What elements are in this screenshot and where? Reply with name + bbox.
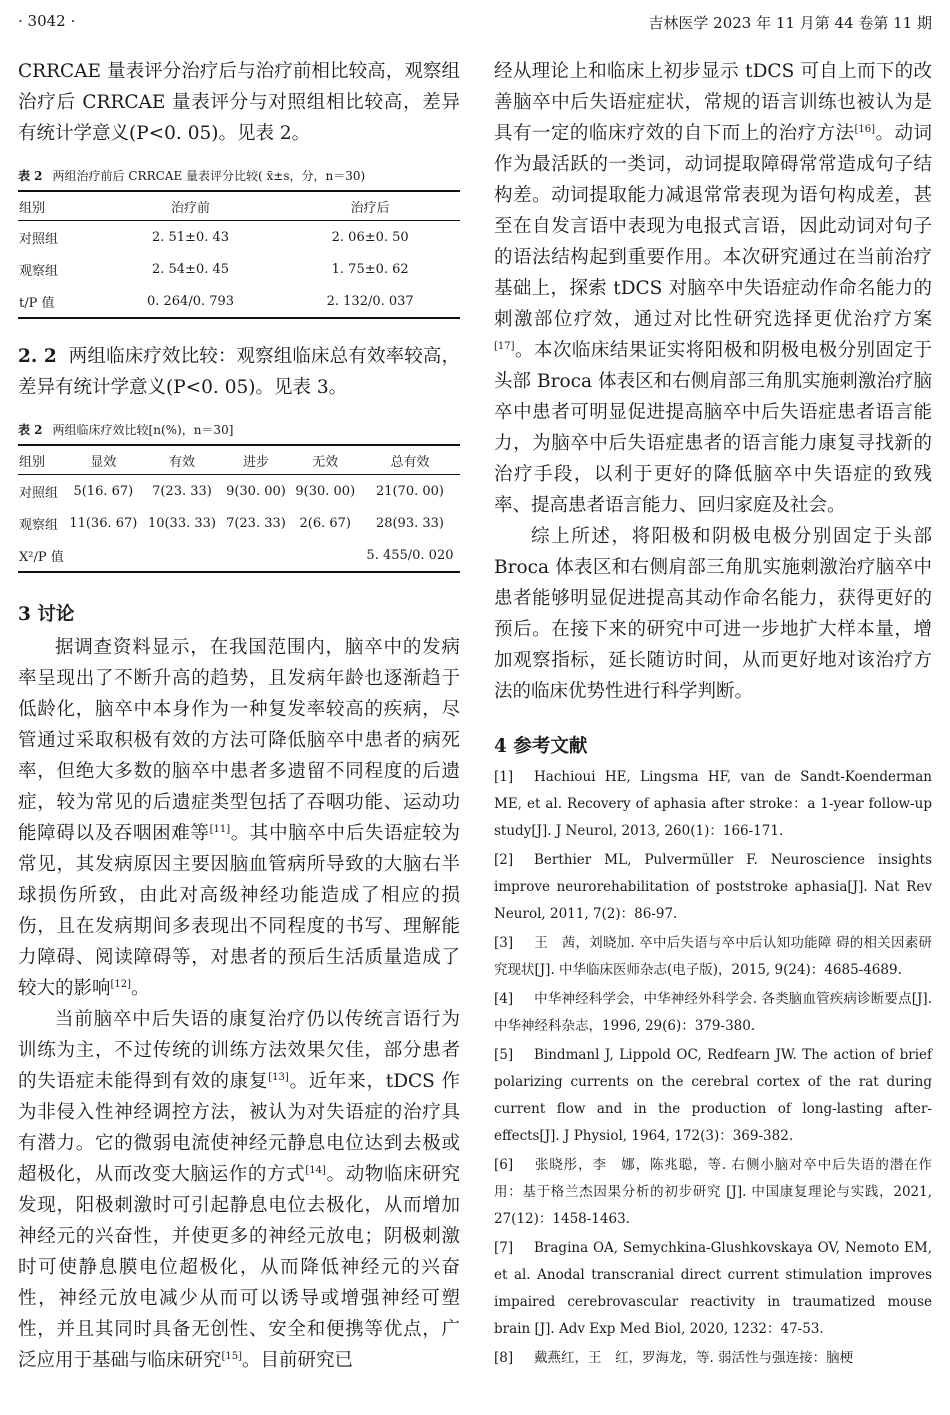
reference-item xyxy=(494,1042,932,1150)
table-header-row xyxy=(18,445,460,475)
table-header-cell: 显效 xyxy=(64,445,143,475)
reference-item xyxy=(494,847,932,928)
table-cell: 10(33. 33) xyxy=(147,515,216,531)
section-4-title: 4 参考文献 xyxy=(494,736,588,757)
table-cell: 观察组 xyxy=(19,263,59,279)
text-span: 。其中脑卒中后失语症较为常见，其发病原因主要因脑血管病所导致的大脑右半球损伤所致，由此对高级神经功能造成了相应的损伤，且在发病期间多表现出不同程度的书写、理解能力障碍、阅读障碍等，对患者的预后生活质量造成了较大的影响 xyxy=(18,823,460,999)
text-span: 。 xyxy=(131,978,150,999)
reference-number: [8] xyxy=(494,1350,514,1366)
table-cell: 0. 264/0. 793 xyxy=(101,285,281,318)
section-2-2 xyxy=(18,341,460,403)
table-cell: 11(36. 67) xyxy=(69,515,138,531)
table-cell: 2. 51±0. 43 xyxy=(151,229,230,245)
text-span: 。动词作为最活跃的一类词，动词提取障碍常常造成句子结构差。动词提取能力减退常常表现为语句构成差，甚至在自发言语中表现为电报式言语，因此动词对句子的语法结构起到重要作用。本次研究通过在当前治疗基础上，探索 tDCS 对脑卒中失语症动作命名能力的刺激部位疗效，通过对比性研究选择更优治疗方案 xyxy=(494,123,932,330)
table-cell: X²/P 值 xyxy=(18,539,143,572)
text-span: 据调查资料显示，在我国范围内，脑卒中的发病率呈现出了不断升高的趋势，且发病年龄也逐渐趋于低龄化，脑卒中本身作为一种复发率较高的疾病，尽管通过采取积极有效的方法可降低脑卒中患者的病死率，但绝大多数的脑卒中患者多遗留不同程度的后遗症，较为常见的后遗症类型包括了吞咽功能、运动功能障碍以及吞咽困难等 xyxy=(18,637,460,844)
reference-text: 戴燕红，王 红，罗海龙，等. 弱活性与强连接：脑梗 xyxy=(534,1350,854,1366)
table-cell: 7(23. 33) xyxy=(152,483,212,499)
table-cell: 5(16. 67) xyxy=(73,483,134,499)
reference-text: Berthier ML, Pulvermüller F. Neuroscience insights improve neurorehabilitation of poststroke aphasia[J]. Nat Rev Neurol, 2011, 7(2)：86-97. xyxy=(494,852,932,922)
table-cell: 2(6. 67) xyxy=(299,515,352,531)
section-3-title: 3 讨论 xyxy=(18,604,75,625)
citation: [17] xyxy=(494,341,515,352)
table-cell: 9(30. 00) xyxy=(226,483,286,499)
table-header-cell: 治疗后 xyxy=(280,191,460,221)
reference-text: 中华神经科学会，中华神经外科学会. 各类脑血管疾病诊断要点[J]. 中华神经科杂志，1996, 29(6)：379-380. xyxy=(494,991,932,1034)
table-cell: t/P 值 xyxy=(18,285,101,318)
table-header-cell: 组别 xyxy=(18,445,64,475)
table-cell: 28(93. 33) xyxy=(375,515,444,531)
table-cell: 对照组 xyxy=(19,485,59,501)
table-row xyxy=(18,253,460,285)
table-label: 表 2 xyxy=(18,169,43,183)
reference-item xyxy=(494,986,932,1040)
page-number: · 3042 · xyxy=(18,12,76,30)
table-header-cell: 组别 xyxy=(18,191,101,221)
reference-list xyxy=(494,764,932,1372)
discussion-paragraph-3 xyxy=(494,56,932,521)
citation: [16] xyxy=(854,124,876,135)
citation: [12] xyxy=(110,979,132,990)
table-cell: 2. 54±0. 45 xyxy=(151,261,230,277)
reference-number: [1] xyxy=(494,769,514,785)
table-cell: 21(70. 00) xyxy=(375,483,444,499)
page-header xyxy=(18,10,932,36)
text-span: 经从理论上和临床上初步显示 tDCS 可自上而下的改善脑卒中后失语症症状，常规的语言训练也被认为是具有一定的临床疗效的自下而上的治疗方法 xyxy=(494,61,932,144)
table-header-cell: 进步 xyxy=(221,445,290,475)
reference-item xyxy=(494,930,932,984)
reference-number: [6] xyxy=(494,1157,514,1173)
table-cell: 2. 132/0. 037 xyxy=(280,285,460,318)
table-label: 表 2 xyxy=(18,423,43,437)
discussion-paragraph-2 xyxy=(18,1004,460,1376)
table-3 xyxy=(18,444,460,573)
table-row xyxy=(18,475,460,508)
citation: [15] xyxy=(221,1351,243,1362)
reference-text: 王 茜，刘晓加. 卒中后失语与卒中后认知功能障 碍的相关因素研究现状[J]. 中华临床医师杂志(电子版)，2015, 9(24)：4685-4689. xyxy=(494,935,932,978)
reference-number: [7] xyxy=(494,1240,514,1256)
reference-number: [2] xyxy=(494,852,514,868)
table-cell: 5. 455/0. 020 xyxy=(360,539,460,572)
table-header-cell: 无效 xyxy=(291,445,360,475)
table-caption-text: 两组治疗前后 CRRCAE 量表评分比较( x̄±s，分，n＝30) xyxy=(52,169,366,183)
reference-text: Hachioui HE, Lingsma HF, van de Sandt-Koenderman ME, et al. Recovery of aphasia after stroke：a 1-year follow-up study[J]. J Neurol, 2013, 260(1)：166-171. xyxy=(494,769,932,839)
citation: [14] xyxy=(305,1165,326,1176)
reference-number: [4] xyxy=(494,991,514,1007)
text-span: 。近年来，tDCS 作为非侵入性神经调控方法，被认为对失语症的治疗具有潜力。它的微弱电流使神经元静息电位达到去极或超极化，从而改变大脑运作的方式 xyxy=(18,1071,460,1185)
reference-item xyxy=(494,764,932,845)
citation: [13] xyxy=(268,1072,289,1083)
text-span: 当前脑卒中后失语的康复治疗仍以传统言语行为训练为主，不过传统的训练方法效果欠佳，部分患者的失语症未能得到有效的康复 xyxy=(18,1009,460,1092)
table-cell: 观察组 xyxy=(19,517,59,533)
reference-item xyxy=(494,1235,932,1343)
right-column xyxy=(494,56,932,1374)
citation: [11] xyxy=(209,824,231,835)
reference-text: Bindmanl J, Lippold OC, Redfearn JW. The action of brief polarizing currents on the cerebral cortex of the rat during current flow and in the production of long-lasting after-effects[J]. J Physiol, 1964, 172(3)：369-382. xyxy=(494,1047,932,1144)
table-row xyxy=(18,507,460,539)
reference-number: [3] xyxy=(494,935,514,951)
table-header-row xyxy=(18,191,460,221)
table-header-cell: 有效 xyxy=(143,445,222,475)
journal-running-title: 吉林医学 2023 年 11 月第 44 卷第 11 期 xyxy=(648,14,932,32)
discussion-paragraph-1 xyxy=(18,632,460,1004)
table-cell: 对照组 xyxy=(19,231,59,247)
conclusion-paragraph: 综上所述，将阳极和阴极电极分别固定于头部 Broca 体表区和右侧肩部三角肌实施刺激治疗脑卒中患者能够明显促进提高其动作命名能力，获得更好的预后。在接下来的研究中可进一步地扩大样本量，增加观察指标，延长随访时间，从而更好地对该治疗方法的临床优势性进行科学判断。 xyxy=(494,526,932,702)
table-row xyxy=(18,221,460,254)
table-row xyxy=(18,285,460,318)
table-2-caption xyxy=(18,167,460,184)
text-span: 。目前研究已 xyxy=(242,1350,354,1371)
table-row xyxy=(18,539,460,572)
section-text: 两组临床疗效比较：观察组临床总有效率较高，差异有统计学意义(P<0. 05)。见表 3。 xyxy=(18,346,460,398)
reference-text: 张晓彤，李 娜，陈兆聪，等. 右侧小脑对卒中后失语的潜在作用：基于格兰杰因果分析的初步研究 [J]. 中国康复理论与实践，2021, 27(12)：1458-1463. xyxy=(494,1157,932,1227)
table-cell: 2. 06±0. 50 xyxy=(331,229,409,245)
left-column xyxy=(18,56,460,1376)
results-paragraph: CRRCAE 量表评分治疗后与治疗前相比较高，观察组治疗后 CRRCAE 量表评分与对照组相比较高，差异有统计学意义(P<0. 05)。见表 2。 xyxy=(18,61,460,144)
reference-item xyxy=(494,1152,932,1233)
reference-text: Bragina OA, Semychkina-Glushkovskaya OV, Nemoto EM, et al. Anodal transcranial direct current stimulation improves impaired cerebrovascular reactivity in traumatized mouse brain [J]. Adv Exp Med Biol, 2020, 1232：47-53. xyxy=(494,1240,932,1337)
section-number: 2. 2 xyxy=(18,346,57,367)
reference-number: [5] xyxy=(494,1047,514,1063)
table-3-caption xyxy=(18,421,460,438)
text-span: 。动物临床研究发现，阳极刺激时可引起静息电位去极化，从而增加神经元的兴奋性，并使更多的神经元放电；阴极刺激时可使静息膜电位超极化，从而降低神经元的兴奋性，神经元放电减少从而可以诱导或增强神经可塑性，并且其同时具备无创性、安全和便携等优点，广泛应用于基础与临床研究 xyxy=(18,1164,460,1371)
text-span: 。本次临床结果证实将阳极和阴极电极分别固定于头部 Broca 体表区和右侧肩部三角肌实施刺激治疗脑卒中患者可明显促进提高脑卒中后失语症患者语言能力，为脑卒中后失语症患者的语言能力康复寻找新的治疗手段，以利于更好的降低脑卒中失语症的致残率、提高患者语言能力、回归家庭及社会。 xyxy=(494,340,932,516)
table-cell xyxy=(143,539,360,572)
table-header-cell: 总有效 xyxy=(360,445,460,475)
table-cell: 9(30. 00) xyxy=(295,483,356,499)
table-cell: 7(23. 33) xyxy=(226,515,286,531)
table-header-cell: 治疗前 xyxy=(101,191,281,221)
table-cell: 1. 75±0. 62 xyxy=(331,261,409,277)
table-2 xyxy=(18,190,460,319)
table-caption-text: 两组临床疗效比较[n(%)，n＝30] xyxy=(52,423,234,437)
reference-item xyxy=(494,1345,932,1372)
